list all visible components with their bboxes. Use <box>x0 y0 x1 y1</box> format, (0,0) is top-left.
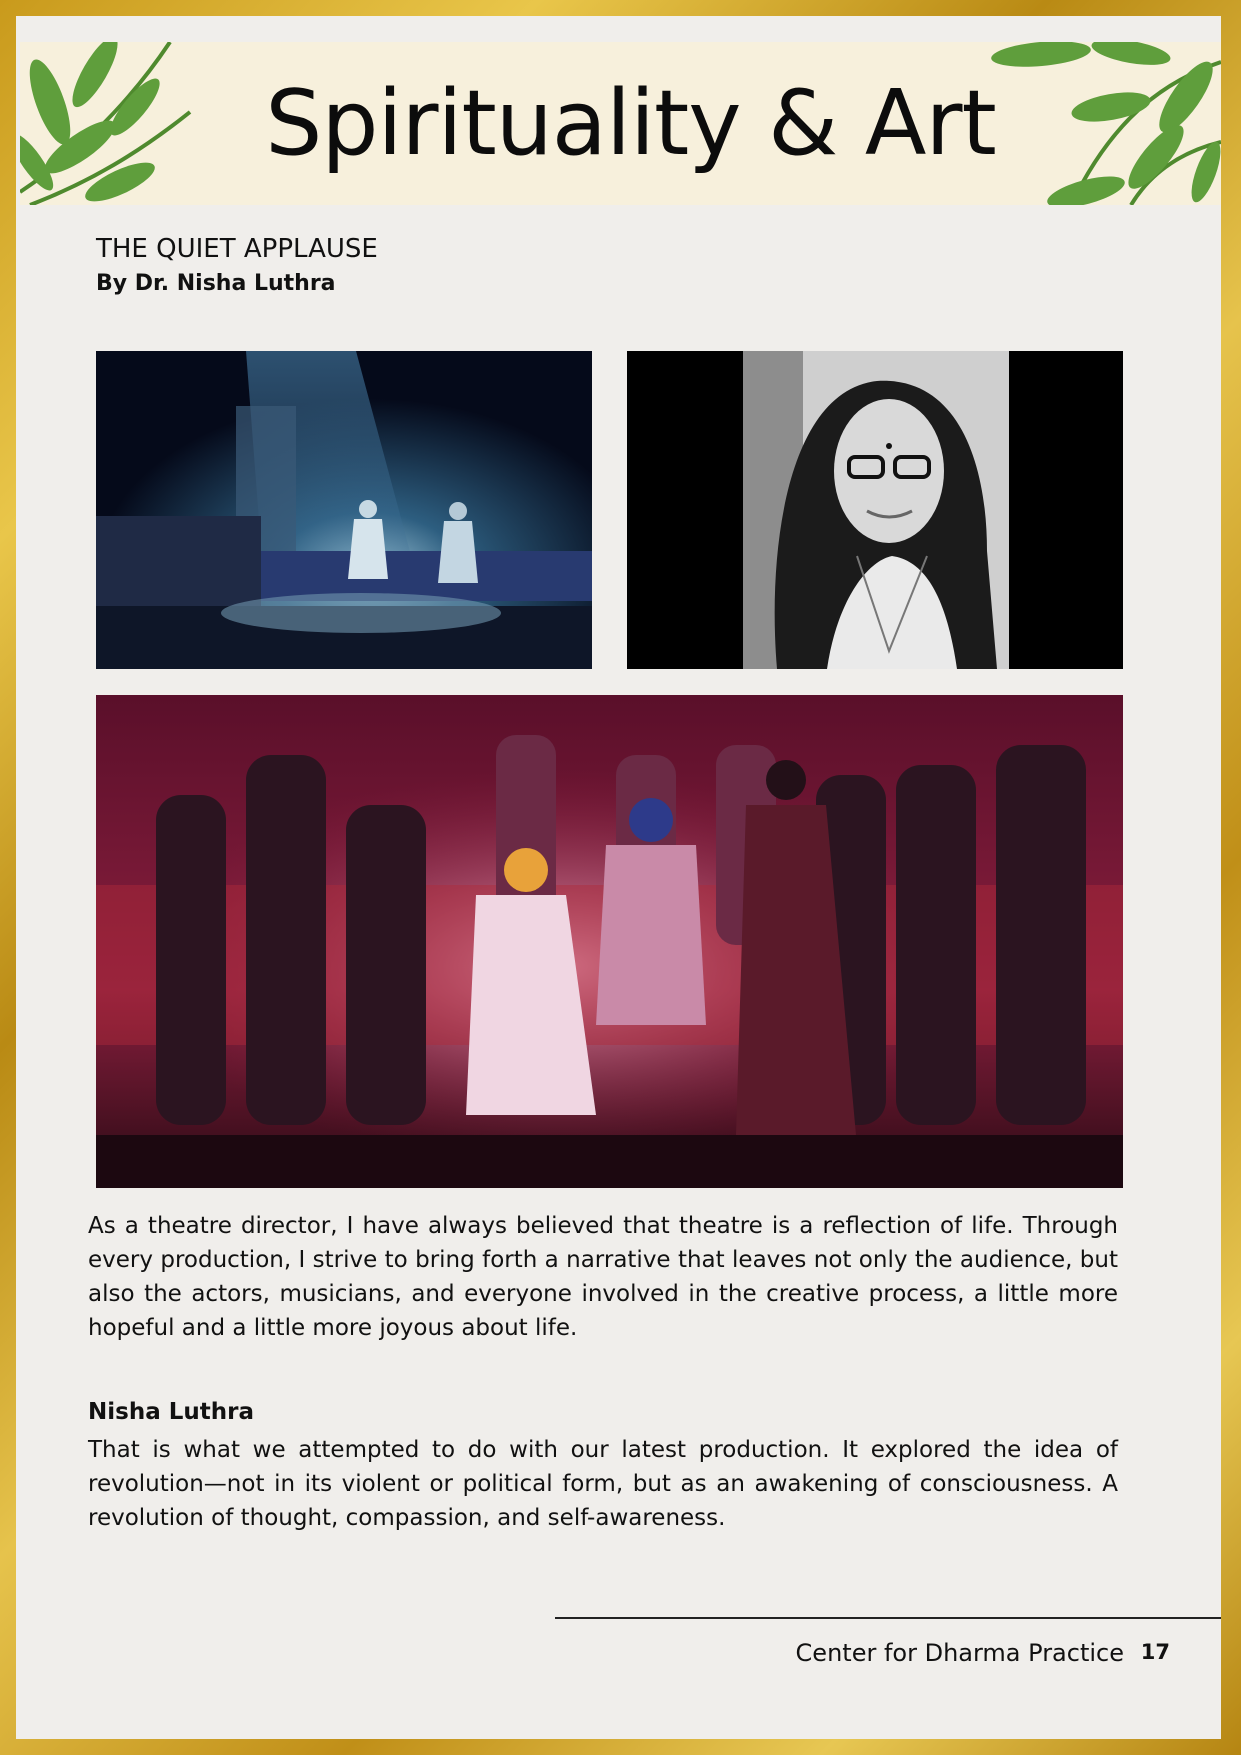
ensemble-performance-photo <box>96 695 1123 1188</box>
body-paragraph-1: As a theatre director, I have always believed that theatre is a reflection of life. Through every production, I strive to bring forth a narrative that leaves not only the audience, but also the actors, musicians, and everyone involved in the creative process, a little more hopeful and a little more joyous about life. <box>88 1213 1118 1341</box>
footer-divider <box>555 1617 1221 1619</box>
article-title: THE QUIET APPLAUSE <box>96 234 378 264</box>
page-number: 17 <box>1140 1640 1170 1664</box>
section-title: Spirituality & Art <box>265 71 996 176</box>
page-sheet <box>16 16 1221 1739</box>
body-paragraph-2: That is what we attempted to do with our latest production. It explored the idea of revolution—not in its violent or political form, but as an awakening of consciousness. A revolution of thought, compassion, and self-awareness. <box>88 1437 1118 1531</box>
body-subheading: Nisha Luthra <box>88 1399 254 1425</box>
stage-scene-photo <box>96 351 592 669</box>
section-banner <box>20 42 1221 205</box>
author-portrait-photo <box>627 351 1123 669</box>
article-byline: By Dr. Nisha Luthra <box>96 271 336 296</box>
footer-organization: Center for Dharma Practice <box>795 1639 1124 1667</box>
